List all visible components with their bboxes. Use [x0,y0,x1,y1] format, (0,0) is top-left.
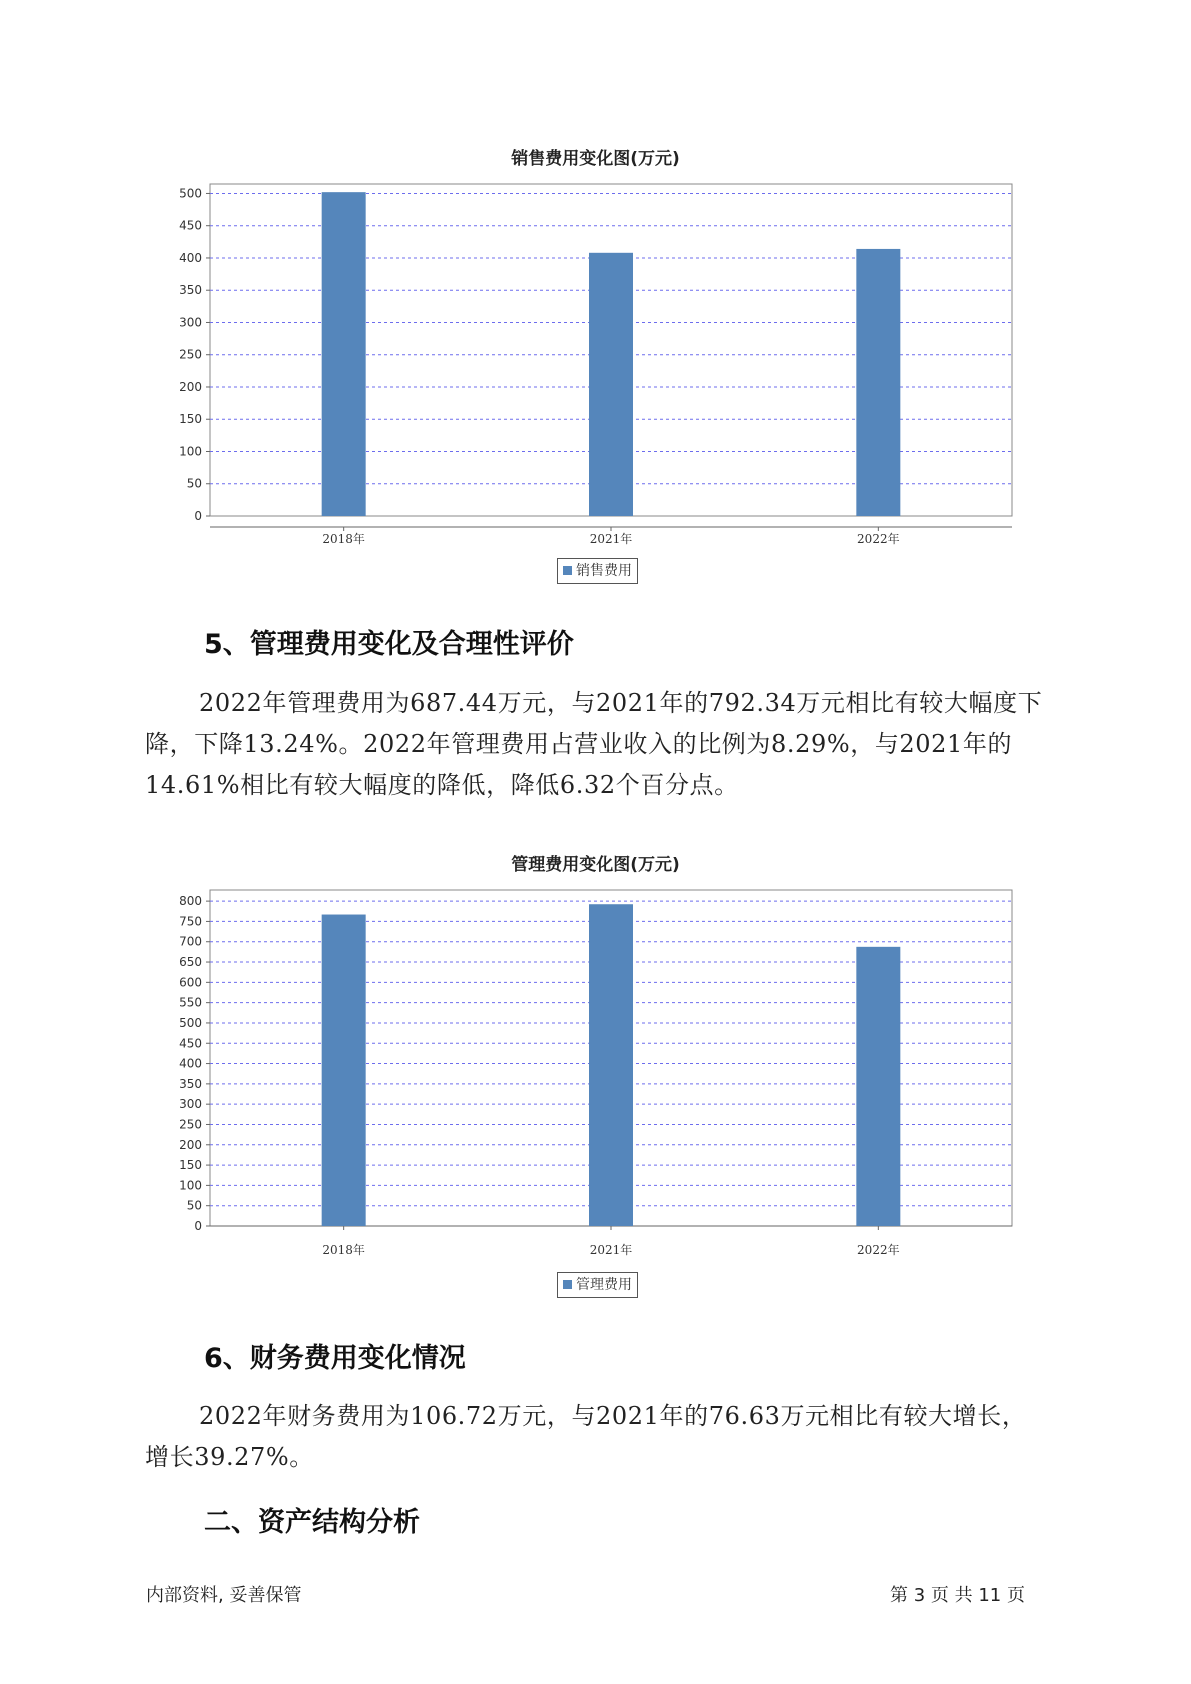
admin-expense-chart-title: 管理费用变化图(万元) [511,855,680,875]
legend-swatch [563,1280,572,1289]
y-tick-label: 0 [194,1219,202,1233]
sales-expense-chart-title: 销售费用变化图(万元) [511,149,680,169]
section-6-paragraph: 2022年财务费用为106.72万元，与2021年的76.63万元相比有较大增长，增长39.27%。 [145,1402,1027,1471]
y-tick-label: 150 [179,1158,202,1173]
y-tick-label: 350 [179,1076,202,1091]
y-tick-label: 250 [179,347,202,362]
x-category-label: 2021年 [589,1243,633,1257]
y-tick-label: 150 [179,412,202,427]
y-tick-label: 450 [179,218,202,233]
y-tick-label: 100 [179,444,202,459]
y-tick-label: 400 [179,1056,202,1071]
sales-expense-chart [0,170,1191,546]
bar [589,253,633,516]
section-5-heading: 5、管理费用变化及合理性评价 [204,629,574,660]
y-tick-label: 450 [179,1036,202,1051]
legend-label: 销售费用 [576,563,632,579]
y-tick-label: 550 [179,995,202,1010]
y-tick-label: 200 [179,1137,202,1152]
bar [589,904,633,1226]
x-category-label: 2022年 [857,1243,900,1257]
section-5-paragraph: 2022年管理费用为687.44万元，与2021年的792.34万元相比有较大幅度下降，下降13.24%。2022年管理费用占营业收入的比例为8.29%，与2021年的14.61%相比有较大幅度的降低，降低6.32个百分点。 [145,689,1043,799]
section-6-heading: 6、财务费用变化情况 [204,1343,466,1374]
y-tick-label: 50 [186,476,202,491]
y-tick-label: 350 [179,283,202,298]
footer-page-number: 第 3 页 共 11 页 [890,1585,1025,1606]
legend-label: 管理费用 [576,1277,632,1293]
y-tick-label: 200 [179,379,202,394]
y-tick-label: 300 [179,1097,202,1112]
y-tick-label: 100 [179,1178,202,1193]
y-tick-label: 0 [194,509,202,523]
x-category-label: 2018年 [322,1243,365,1257]
admin-expense-legend [557,1272,638,1298]
y-tick-label: 600 [179,975,202,990]
admin-expense-chart [0,880,1191,1260]
bar [322,915,366,1226]
x-category-label: 2021年 [589,532,633,546]
x-category-label: 2022年 [857,532,900,546]
y-tick-label: 500 [179,1015,202,1030]
y-tick-label: 400 [179,250,202,265]
y-tick-label: 700 [179,934,202,949]
y-tick-label: 250 [179,1117,202,1132]
section-two-heading: 二、资产结构分析 [204,1507,420,1538]
legend-swatch [563,566,572,575]
bar [322,192,366,516]
bar [856,947,900,1226]
sales-expense-legend [557,558,638,584]
y-tick-label: 800 [179,894,202,909]
y-tick-label: 650 [179,955,202,970]
y-tick-label: 750 [179,914,202,929]
y-tick-label: 50 [186,1198,202,1213]
y-tick-label: 300 [179,315,202,330]
x-category-label: 2018年 [322,532,365,546]
bar [856,249,900,516]
footer-confidential-note: 内部资料, 妥善保管 [146,1585,302,1606]
y-tick-label: 500 [179,186,202,201]
